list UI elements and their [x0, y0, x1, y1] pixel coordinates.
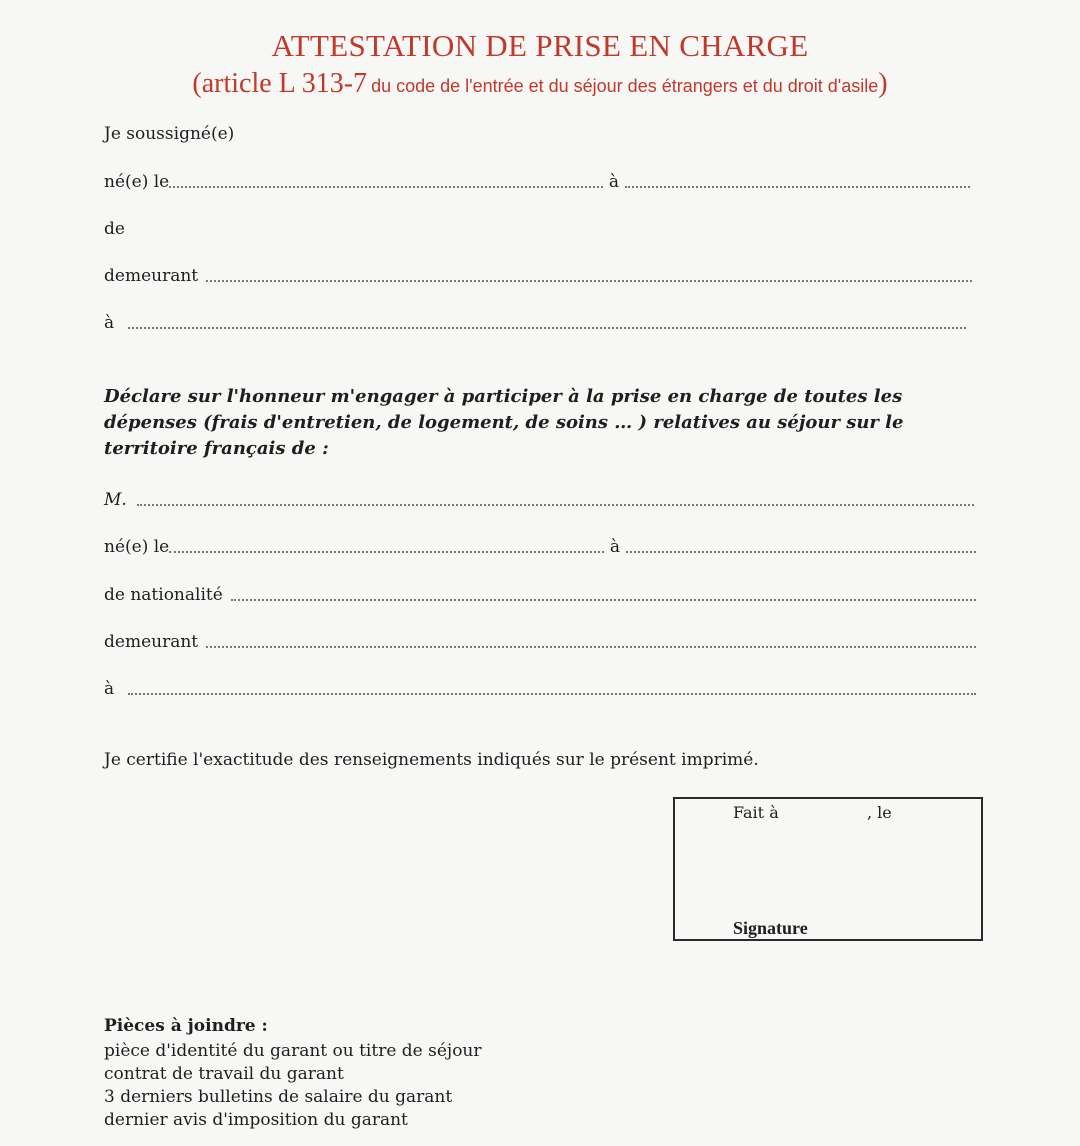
declaration-text: Déclare sur l'honneur m'engager à participer à la prise en charge de toutes les dépenses (frais d'entretien, de logement, de soins … ) relatives au séjour sur le territoire français de : [104, 386, 904, 459]
city-label: à [104, 313, 115, 333]
address-field[interactable] [206, 280, 972, 282]
soussigne-line [104, 124, 234, 144]
subtitle-article: (article L 313-7 [192, 68, 368, 99]
beneficiary-address-field[interactable] [206, 646, 976, 648]
birth-date-field[interactable] [169, 186, 603, 188]
beneficiary-address-line [104, 632, 976, 652]
guarantor-birth-line [104, 172, 970, 192]
birth-date-label: né(e) le [104, 172, 170, 192]
pieces-title: Pièces à joindre : [104, 1016, 268, 1036]
beneficiary-birth-date-label: né(e) le [104, 537, 170, 557]
beneficiary-birth-date-field[interactable] [169, 551, 604, 553]
guarantor-de-line [104, 219, 125, 239]
birth-place-label: à [608, 172, 619, 192]
guarantor-address-line [104, 266, 972, 286]
beneficiary-m-label: M. [104, 490, 127, 510]
signature-box[interactable] [673, 797, 983, 941]
document-subtitle [0, 68, 1080, 100]
list-item: dernier avis d'imposition du garant [104, 1110, 408, 1130]
signature-label: Signature [733, 918, 808, 938]
nationality-field[interactable] [231, 599, 976, 601]
list-item: 3 derniers bulletins de salaire du garant [104, 1087, 453, 1107]
beneficiary-name-line [104, 490, 974, 510]
address-label: demeurant [104, 266, 199, 286]
city-field[interactable] [128, 327, 966, 329]
pieces-list [104, 1040, 482, 1132]
de-label: de [104, 219, 125, 239]
beneficiary-city-field[interactable] [128, 693, 976, 695]
guarantor-city-line [104, 313, 966, 333]
beneficiary-city-label: à [104, 679, 115, 699]
beneficiary-birth-place-field[interactable] [626, 551, 976, 553]
birth-place-field[interactable] [625, 186, 970, 188]
list-item: contrat de travail du garant [104, 1064, 344, 1084]
fait-a-label: Fait à [733, 803, 779, 822]
beneficiary-birth-line [104, 537, 976, 557]
subtitle-code: du code de l'entrée et du séjour des étrangers et du droit d'asile [371, 76, 879, 96]
certify-text: Je certifie l'exactitude des renseignements indiqués sur le présent imprimé. [104, 750, 759, 770]
beneficiary-name-field[interactable] [137, 504, 974, 506]
document-title: ATTESTATION DE PRISE EN CHARGE [271, 28, 809, 63]
beneficiary-nationality-line [104, 585, 976, 605]
list-item: pièce d'identité du garant ou titre de séjour [104, 1041, 482, 1061]
beneficiary-address-label: demeurant [104, 632, 199, 652]
nationality-label: de nationalité [104, 585, 223, 605]
soussigne-label: Je soussigné(e) [104, 124, 235, 144]
subtitle-close: ) [878, 68, 888, 99]
beneficiary-city-line [104, 679, 976, 699]
beneficiary-birth-place-label: à [609, 537, 620, 557]
date-label: , le [867, 803, 892, 822]
